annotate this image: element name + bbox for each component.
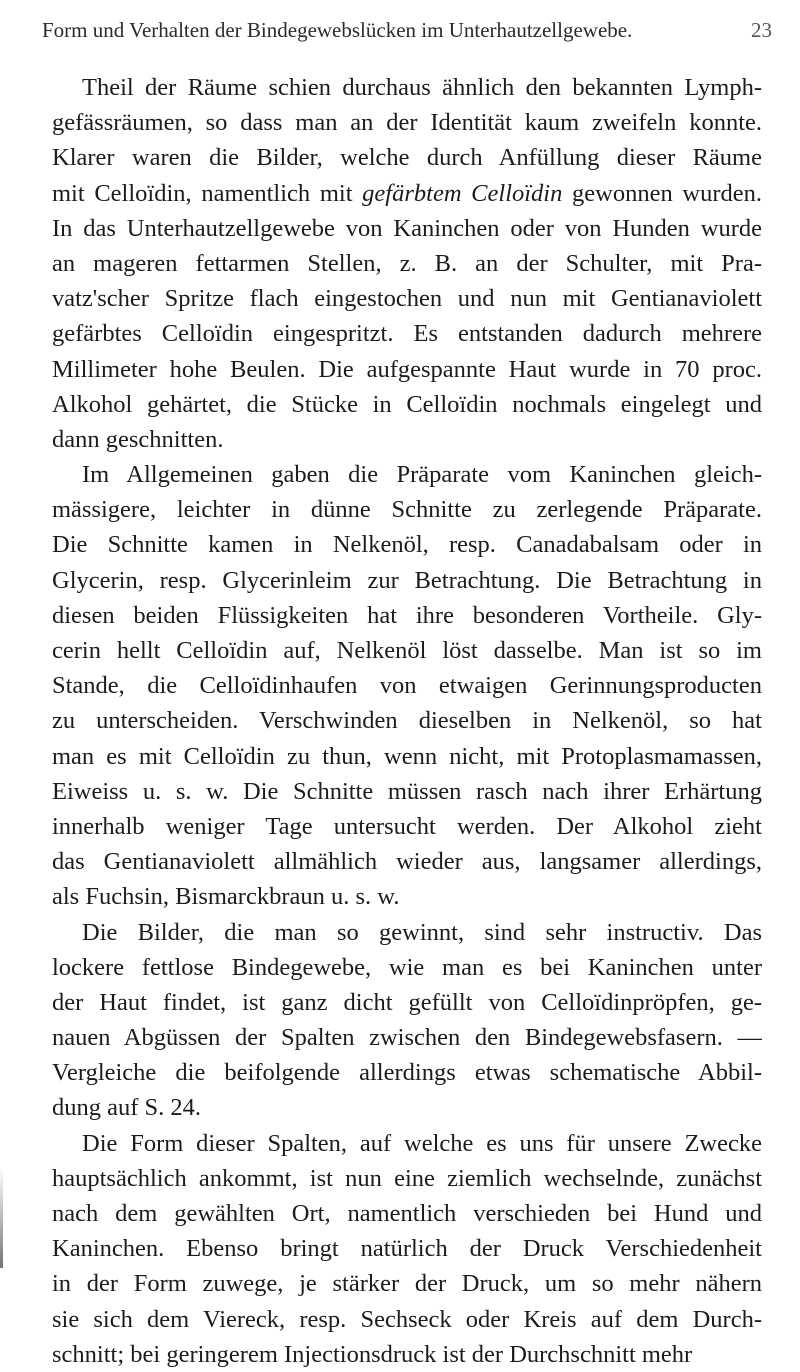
running-title: Form und Verhalten der Bindegewebslücken im Unterhautzellgewebe.: [42, 18, 633, 42]
text-line: Theil der Räume schien durchaus ähnlich den bekannten Lymph-: [82, 74, 762, 101]
text-line: Im Allgemeinen gaben die Präparate vom Kaninchen gleich-: [82, 461, 762, 489]
text-line: Millimeter hohe Beulen. Die aufgespannte Haut wurde in 70 proc.: [52, 355, 762, 383]
text-line: als Fuchsin, Bismarckbraun u. s. w.: [52, 883, 400, 911]
text-line: lockere fettlose Bindegewebe, wie man es bei Kaninchen unter: [52, 953, 762, 981]
text-line: sie sich dem Viereck, resp. Sechseck oder Kreis auf dem Durch-: [52, 1305, 762, 1333]
text-line: mässigere, leichter in dünne Schnitte zu zerlegende Präparate.: [52, 496, 762, 524]
text-line: in der Form zuwege, je stärker der Druck, um so mehr nähern: [52, 1270, 762, 1298]
text-line: schnitt; bei geringerem Injectionsdruck ist der Durchschnitt mehr: [52, 1340, 693, 1368]
page-number: 23: [751, 18, 772, 42]
text-line: hauptsächlich ankommt, ist nun eine ziemlich wechselnde, zunächst: [52, 1164, 762, 1192]
text-line: vatz'scher Spritze flach eingestochen und nun mit Gentianaviolett: [52, 285, 762, 313]
text-line: diesen beiden Flüssigkeiten hat ihre besonderen Vortheile. Gly-: [52, 601, 762, 629]
text-line: Die Schnitte kamen in Nelkenöl, resp. Canadabalsam oder in: [52, 531, 762, 559]
text-line: Glycerin, resp. Glycerinleim zur Betrachtung. Die Betrachtung in: [52, 566, 762, 594]
text-line: man es mit Celloïdin zu thun, wenn nicht, mit Protoplasmamassen,: [52, 742, 762, 770]
text-line: Klarer waren die Bilder, welche durch Anfüllung dieser Räume: [52, 144, 762, 172]
scan-edge-shadow: [0, 1168, 3, 1268]
text-line: dann geschnitten.: [52, 425, 224, 453]
text-line: Vergleiche die beifolgende allerdings etwas schematische Abbil-: [52, 1059, 762, 1087]
text-line: der Haut findet, ist ganz dicht gefüllt von Celloïdinpröpfen, ge-: [52, 988, 762, 1016]
text-line: nauen Abgüssen der Spalten zwischen den Bindegewebsfasern. —: [52, 1024, 762, 1052]
text-line: In das Unterhautzellgewebe von Kaninchen oder von Hunden wurde: [52, 214, 762, 242]
text-line: innerhalb weniger Tage untersucht werden. Der Alkohol zieht: [52, 812, 762, 840]
text-line: Kaninchen. Ebenso bringt natürlich der Druck Verschiedenheit: [52, 1235, 762, 1263]
text-line: das Gentianaviolett allmählich wieder aus, langsamer allerdings,: [52, 848, 762, 876]
text-line: Die Form dieser Spalten, auf welche es uns für unsere Zwecke: [82, 1129, 762, 1157]
text-line: nach dem gewählten Ort, namentlich verschieden bei Hund und: [52, 1200, 762, 1227]
text-line: Eiweiss u. s. w. Die Schnitte müssen rasch nach ihrer Erhärtung: [52, 777, 762, 805]
text-line: zu unterscheiden. Verschwinden dieselben in Nelkenöl, so hat: [52, 707, 762, 735]
italic-emphasis: gefärbtem Celloïdin: [362, 179, 563, 207]
text-line: mit Celloïdin, namentlich mit gefärbtem Celloïdin gewonnen wurden.: [52, 179, 762, 207]
text-line: Alkohol gehärtet, die Stücke in Celloïdin nochmals eingelegt und: [52, 390, 762, 418]
text-line: gefässräumen, so dass man an der Identität kaum zweifeln konnte.: [52, 109, 762, 137]
body-text: [52, 70, 762, 1372]
text-line: dung auf S. 24.: [52, 1094, 202, 1122]
text-line: gefärbtes Celloïdin eingespritzt. Es entstanden dadurch mehrere: [52, 320, 762, 348]
text-line: Stande, die Celloïdinhaufen von etwaigen Gerinnungsproducten: [52, 672, 762, 700]
running-header: [42, 12, 772, 48]
text-line: Die Bilder, die man so gewinnt, sind sehr instructiv. Das: [82, 918, 762, 946]
text-line: an mageren fettarmen Stellen, z. B. an der Schulter, mit Pra-: [52, 249, 762, 277]
text-line: cerin hellt Celloïdin auf, Nelkenöl löst dasselbe. Man ist so im: [52, 637, 762, 664]
